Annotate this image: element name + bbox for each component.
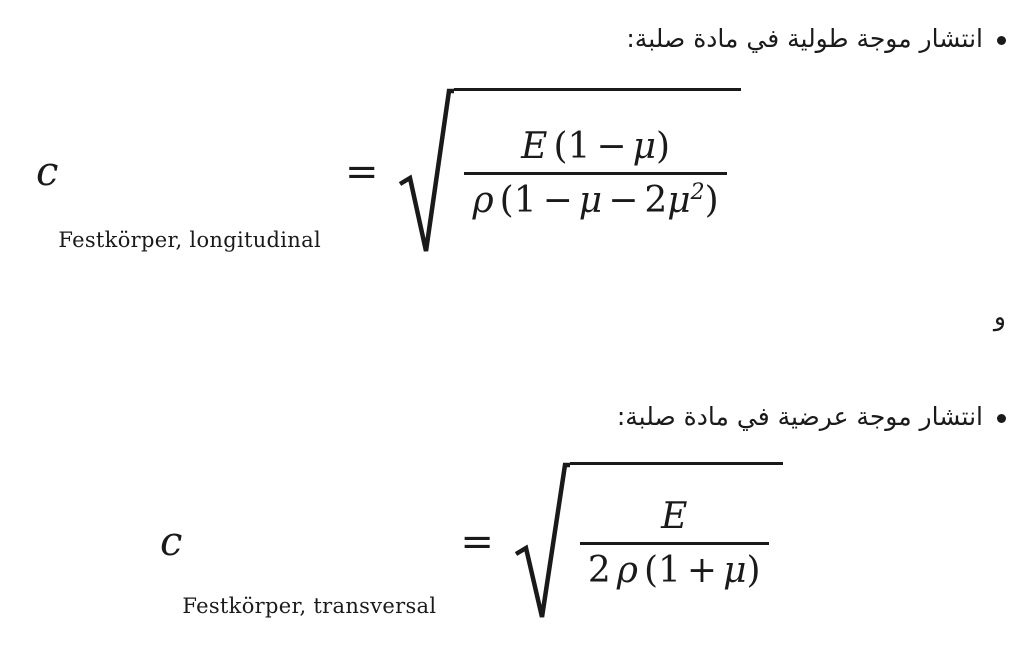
radicand (570, 462, 783, 622)
paren-open: ( (499, 180, 514, 221)
symbol-mu: μ (632, 125, 656, 167)
number-two: 2 (587, 550, 611, 591)
exponent: 2 (690, 180, 705, 205)
paren-open: ( (553, 125, 568, 167)
symbol-mu: μ (578, 180, 603, 221)
formula-transversal (160, 462, 783, 622)
radical-group (398, 88, 740, 256)
symbol-rho: ρ (472, 180, 494, 221)
plus-sign: + (686, 550, 718, 591)
radical-group (514, 462, 783, 622)
conjunction-text: و (993, 302, 1006, 331)
list-item-label: انتشار موجة عرضية في مادة صلبة: (616, 402, 983, 431)
paren-close: ) (704, 180, 719, 221)
fraction-numerator (513, 121, 678, 172)
number-one: 1 (567, 125, 591, 167)
equals-sign: = (344, 149, 379, 195)
formula-subscript: Festkörper, transversal (182, 594, 437, 618)
formula-longitudinal (36, 88, 741, 256)
number-one: 1 (658, 550, 681, 591)
list-item-label: انتشار موجة طولية في مادة صلبة: (626, 24, 983, 53)
symbol-E: E (661, 495, 688, 537)
symbol-mu: μ (667, 180, 691, 221)
fraction (464, 121, 726, 227)
minus-sign: − (596, 125, 627, 167)
list-item (626, 22, 1006, 56)
bullet-dot-icon (997, 414, 1006, 423)
minus-sign: − (608, 180, 639, 221)
paren-open: ( (643, 550, 659, 591)
formula-variable: c (36, 149, 59, 195)
symbol-E: E (521, 125, 548, 167)
number-two: 2 (644, 180, 668, 221)
square-root-icon (514, 462, 570, 622)
fraction (580, 491, 769, 597)
square-root-icon (398, 88, 454, 256)
radicand (454, 88, 740, 256)
symbol-rho: ρ (616, 550, 638, 591)
fraction-numerator (653, 491, 695, 542)
paren-close: ) (655, 125, 671, 167)
bullet-dot-icon (997, 36, 1006, 45)
formula-variable: c (160, 519, 183, 565)
minus-sign: − (542, 180, 573, 221)
equals-sign: = (460, 519, 494, 565)
number-one: 1 (513, 180, 537, 221)
fraction-denominator (580, 545, 769, 596)
paren-close: ) (746, 550, 761, 591)
symbol-mu: μ (723, 550, 747, 591)
formula-subscript: Festkörper, longitudinal (58, 228, 321, 252)
list-item (617, 400, 1006, 434)
fraction-denominator (464, 175, 726, 226)
